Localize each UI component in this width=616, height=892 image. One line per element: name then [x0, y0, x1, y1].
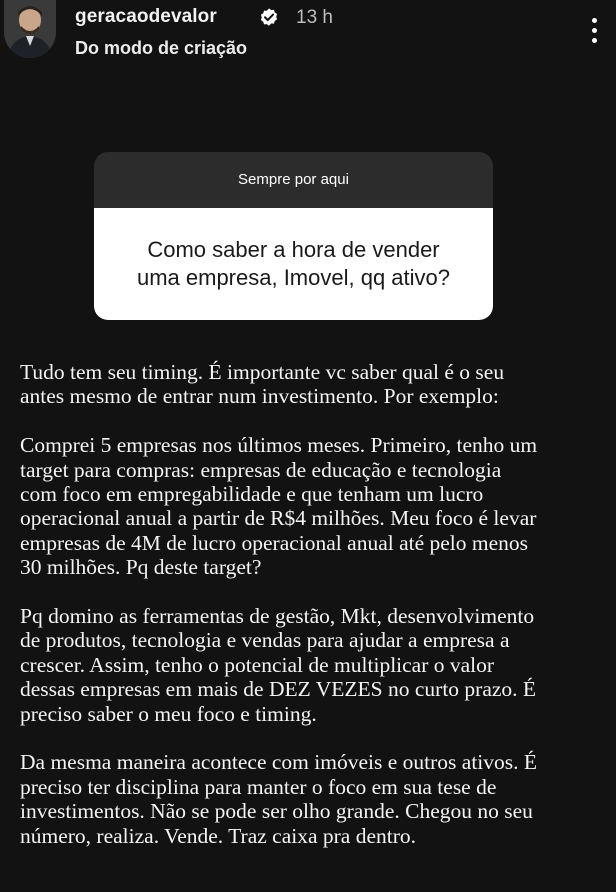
story-subtitle: Do modo de criação [75, 38, 248, 58]
sticker-question-line-1: Como saber a hora de vender [147, 237, 440, 262]
answer-paragraph: Comprei 5 empresas nos últimos meses. Primeiro, tenho um target para compras: empresas de educação e tecnologia com foco em empregabilidade e que tenham um lucro operacional anual a partir de R$4 milhões. Meu foco é levar empresas de 4M de lucro operacional anual até pelo menos 30 milhões. Pq deste target? [20, 433, 538, 580]
question-sticker [94, 152, 493, 320]
avatar-image [4, 0, 56, 58]
more-vertical-icon[interactable] [586, 18, 602, 52]
answer-text [20, 360, 605, 872]
answer-paragraph: Tudo tem seu timing. É importante vc saber qual é o seu antes mesmo de entrar num investimento. Por exemplo: [20, 360, 505, 409]
answer-paragraph: Da mesma maneira acontece com imóveis e outros ativos. É preciso ter disciplina para manter o foco em sua tese de investimentos. Não se pode ser olho grande. Chegou no seu número, realiza. Vende. Traz caixa pra dentro. [20, 750, 538, 848]
story-header [0, 0, 616, 70]
verified-badge-icon [258, 7, 280, 29]
answer-paragraph: Pq domino as ferramentas de gestão, Mkt, desenvolvimento de produtos, tecnologia e vendas para ajudar a empresa a crescer. Assim, tenho o potencial de multiplicar o valor dessas empresas em mais de DEZ VEZES no curto prazo. É preciso saber o meu foco e timing. [20, 604, 537, 726]
avatar[interactable] [4, 0, 56, 58]
sticker-prompt: Sempre por aqui [94, 152, 493, 208]
sticker-question-line-2: uma empresa, Imovel, qq ativo? [136, 265, 451, 290]
sticker-question [94, 208, 493, 320]
post-time: 13 h [296, 7, 333, 28]
username[interactable]: geracaodevalor [75, 6, 217, 27]
